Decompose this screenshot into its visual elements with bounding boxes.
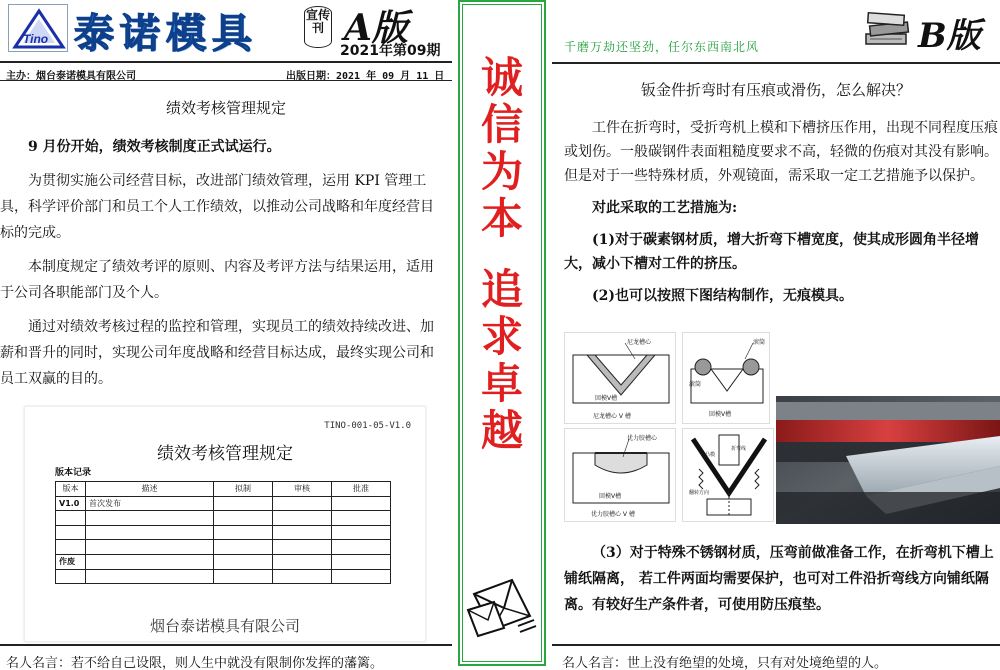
motto-line-1 (458, 54, 546, 242)
page-a (0, 0, 452, 670)
press-brake-photo (776, 396, 1000, 524)
table-header: 批准 (332, 482, 391, 497)
table-cell: 首次发布 (86, 496, 214, 511)
figure-label: 翻转方向 (689, 490, 710, 496)
table-header: 版本 (56, 482, 86, 497)
motto-character: 求 (480, 312, 523, 361)
paragraph: 工件在折弯时，受折弯机上模和下槽挤压作用，出现不同程度压痕或划伤。一般碳钢件表面粗糙度要求不高，轻微的伤痕对其没有影响。但是对于一些特殊材质，外观镜面，需采取一定工艺措施予以保护。 (564, 120, 998, 184)
paragraph: (2)也可以按照下图结构制作，无痕模具。 (592, 288, 853, 304)
figure-label: 滚筒 (689, 381, 702, 388)
table-row (56, 540, 391, 555)
motto-character: 本 (480, 194, 523, 243)
edition-label-a: A版 (344, 7, 408, 49)
figure-label: 尼龙槽心 (627, 339, 652, 346)
table-header: 审核 (273, 482, 332, 497)
figure-nylon-v-groove (564, 332, 676, 424)
figure-label: 折弯线 (731, 446, 747, 452)
motto-character: 卓 (480, 359, 523, 408)
issue-number: 2021年第09期 (340, 43, 441, 59)
page-b (552, 0, 1000, 670)
paragraph: 9 月份开始，绩效考核制度正式试运行。 (28, 139, 281, 155)
paragraph: 通过对绩效考核过程的监控和管理，实现员工的绩效持续改进、加薪和晋升的同时，实现公司年度战略和经营目标达成，最终实现公司和员工双赢的目的。 (0, 319, 434, 387)
famous-quote-a: 名人名言：若不给自己设限，则人生中就没有限制你发挥的藩篱。 (0, 644, 452, 670)
figure-label: 优力胶槽心 (627, 435, 658, 442)
article-title-b: 钣金件折弯时有压痕或滑伤，怎么解决？ (640, 81, 911, 99)
slogan: 千磨万劫还坚劲，任尔东西南北风 (564, 40, 760, 54)
divider (552, 62, 1000, 64)
pub-date: 出版日期：2021 年 09 月 11 日 (286, 71, 445, 82)
motto-character: 追 (480, 265, 523, 314)
press-brake-photo-image (776, 396, 1000, 524)
paragraph: 对此采取的工艺措施为: (592, 200, 738, 216)
figure-caption: 优力胶槽心 V 槽 (591, 511, 635, 518)
figure-label: 凸模 (705, 452, 716, 458)
figure-urethane-v-groove (564, 428, 676, 522)
figure-label: 回模V槽 (595, 395, 618, 402)
edition-label-b: B版 (918, 16, 981, 56)
regulation-document-image (24, 406, 426, 642)
tino-logo (8, 4, 68, 52)
doc-title: 绩效考核管理规定 (157, 444, 293, 464)
figure-roller-v-groove (682, 332, 770, 424)
rotating-die-diagram (683, 429, 775, 523)
table-row (56, 511, 391, 526)
mail-envelope-icon (464, 576, 540, 638)
table-cell: 作废 (56, 554, 86, 569)
figure-label: 回模V槽 (599, 493, 622, 500)
table-row (56, 525, 391, 540)
motto-character: 诚 (480, 53, 523, 102)
famous-quote-b: 名人名言：世上没有绝望的处境，只有对处境绝望的人。 (552, 644, 1000, 670)
table-cell (273, 496, 332, 511)
paragraph: 本制度规定了绩效考评的原则、内容及考评方法与结果运用，适用于公司各职能部门及个人。 (0, 259, 434, 301)
motto-character: 越 (480, 406, 523, 455)
paragraph: 为贯彻实施公司经营目标，改进部门绩效管理，运用 KPI 管理工具，科学评价部门和员工个人工作绩效，以推动公司战略和年度经营目标的完成。 (0, 173, 434, 241)
article-body-b (564, 116, 1000, 308)
figure-caption: 尼龙槽心 V 槽 (593, 413, 631, 420)
center-strip (452, 0, 552, 670)
article-body-b-continued (564, 540, 1000, 618)
table-cell (214, 496, 273, 511)
doc-subtitle: 版本记录 (55, 468, 92, 478)
books-icon (862, 10, 914, 50)
version-record-table (55, 481, 391, 584)
table-cell: V1.0 (56, 496, 86, 511)
article-body-a (0, 134, 446, 400)
figure-label: 滚筒 (753, 339, 766, 346)
paragraph: (1)对于碳素钢材质，增大折弯下槽宽度，使其成形圆角半径增大，减小下槽对工件的挤压。 (564, 232, 979, 272)
motto (458, 54, 546, 454)
table-header-row (56, 482, 391, 497)
promo-mark: 宣传刊 (304, 6, 332, 48)
table-row (56, 554, 391, 569)
table-row (56, 569, 391, 584)
newspaper-masthead: 泰诺模具 (74, 10, 258, 57)
article-title-a: 绩效考核管理规定 (165, 99, 286, 117)
figure-caption: 回模V槽 (709, 411, 732, 418)
doc-code: TINO-001-05-V1.0 (324, 421, 411, 431)
motto-character: 为 (480, 147, 523, 196)
table-header: 拟制 (214, 482, 273, 497)
doc-company: 烟台泰诺模具有限公司 (149, 617, 300, 635)
table-cell (332, 496, 391, 511)
motto-character: 信 (480, 100, 523, 149)
figure-rotating-v-die (682, 428, 774, 522)
table-row (56, 496, 391, 511)
table-header: 描述 (86, 482, 214, 497)
motto-line-2 (458, 266, 546, 454)
host-label: 主办：烟台泰诺模具有限公司 (6, 71, 136, 82)
logo-text: Tino (23, 32, 49, 46)
meta-bar (0, 61, 452, 81)
paragraph: （3）对于特殊不锈钢材质，压弯前做准备工作，在折弯机下槽上铺纸隔离， 若工件两面均需要保护，也可对工件沿折弯线方向铺纸隔离。有较好生产条件者，可使用防压痕垫。 (564, 545, 994, 613)
